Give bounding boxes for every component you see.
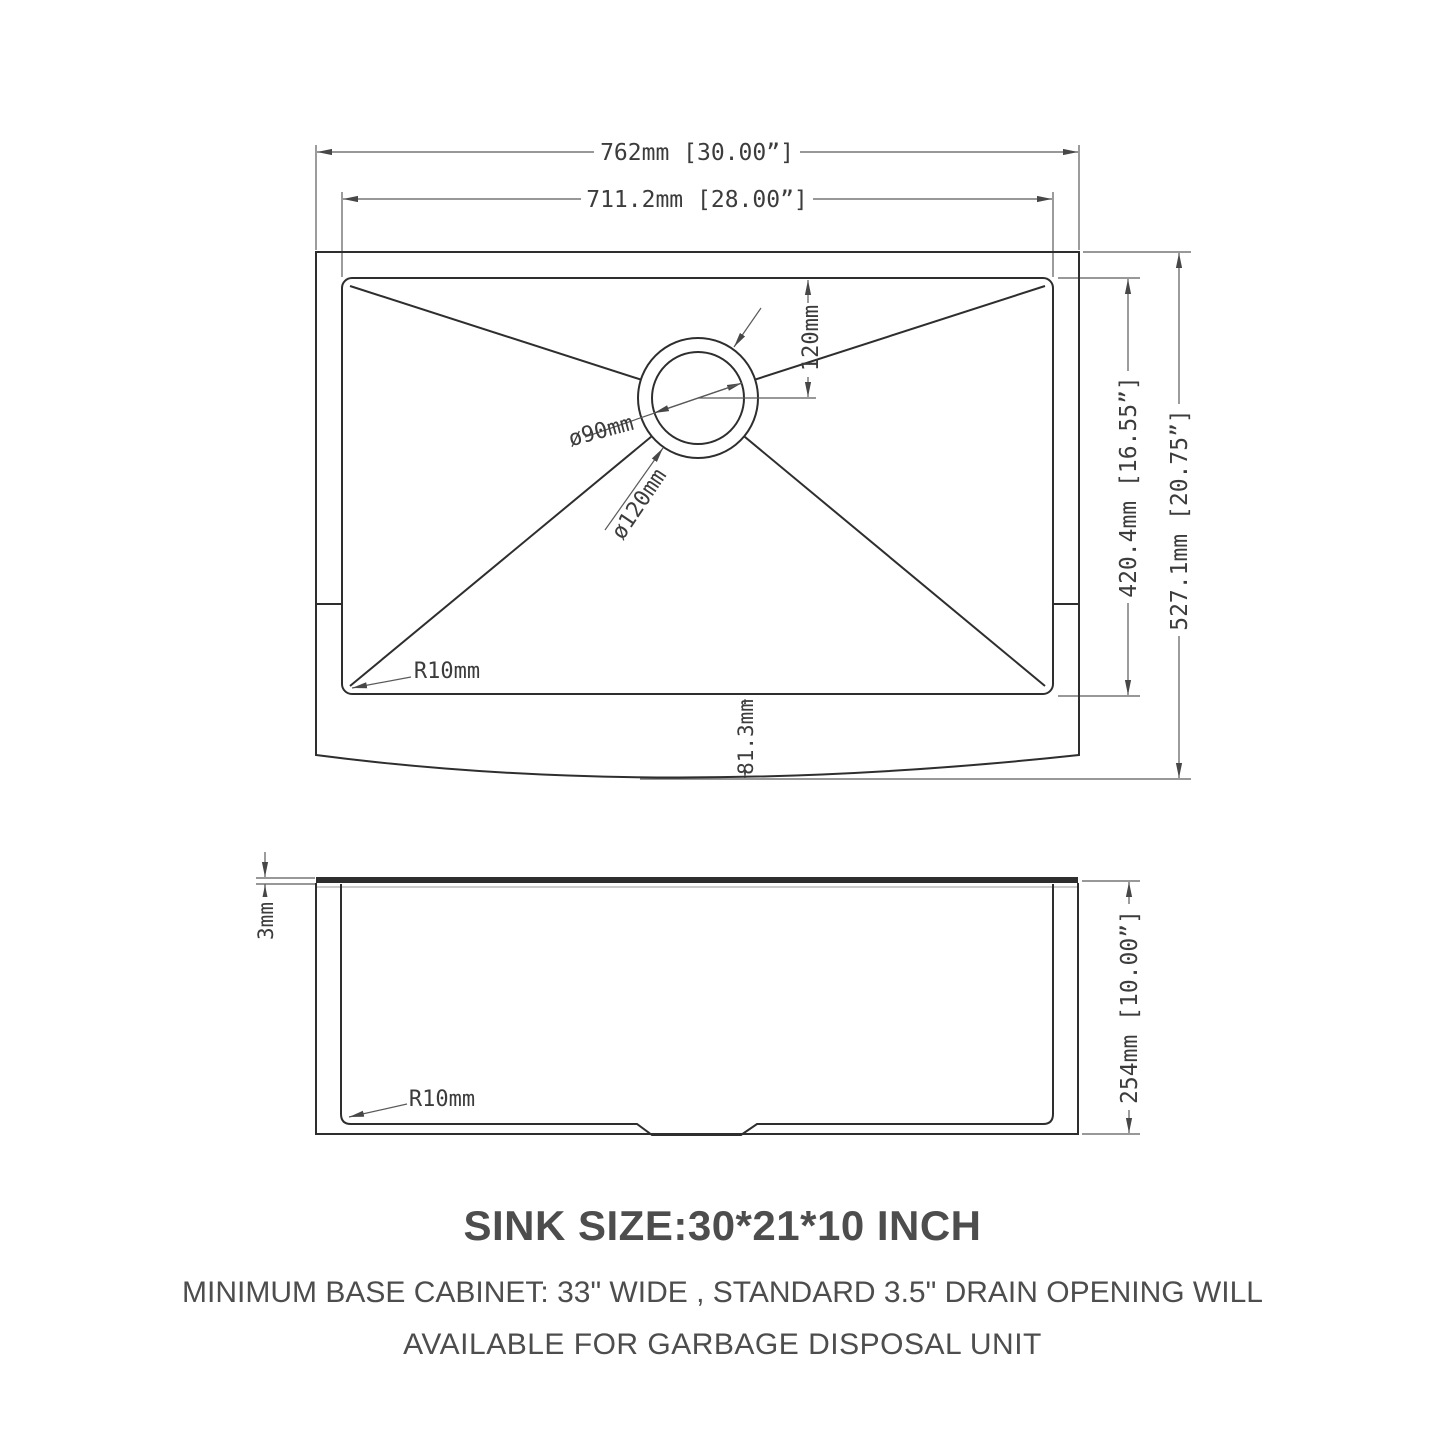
rim-top-bar: [316, 877, 1078, 883]
inner-depth-dim: [1115, 371, 1142, 603]
drain-offset-dim: [799, 305, 824, 371]
outer-width-dim: [594, 139, 800, 166]
corner-radius-label-top: R10mm: [413, 659, 481, 684]
apron-width-label: 81.3mm: [734, 699, 758, 775]
corner-radius-dim-side: [409, 1087, 475, 1112]
inner-width-label: 711.2mm [28.00”]: [586, 187, 808, 213]
extension-lines-side-view: [256, 878, 1140, 1134]
drain-inner-diameter-label: ø90mm: [565, 410, 637, 453]
corner-radius-label-side: R10mm: [408, 1087, 476, 1112]
corner-radius-dim-top: [414, 659, 480, 684]
corner-radius-leader-side: [349, 1104, 407, 1117]
drain-outer-diameter-dim: [607, 464, 672, 544]
outer-width-label: 762mm [30.00”]: [600, 140, 794, 166]
rim-thickness-label: 3mm: [254, 902, 278, 940]
sink-outer-outline: [316, 252, 1079, 778]
drain-inner-diameter-dim: [566, 411, 636, 452]
dimension-lines-side-view: [265, 852, 1129, 1133]
inner-width-dim: [581, 186, 813, 213]
rim-thickness-dim: [254, 897, 278, 945]
outer-depth-label: 527.1mm [20.75”]: [1167, 409, 1193, 631]
inner-depth-label: 420.4mm [16.55”]: [1116, 376, 1142, 598]
apron-width-dim: [734, 699, 758, 775]
drain-outer-diameter-label: ø120mm: [606, 464, 673, 545]
sink-size-title: SINK SIZE:30*21*10 INCH: [463, 1202, 982, 1249]
drain-offset-label: 120mm: [799, 304, 824, 372]
bowl-height-label: 254mm [10.00”]: [1117, 910, 1143, 1104]
top-view: [316, 139, 1193, 779]
outer-depth-dim: [1166, 404, 1193, 636]
side-view: [254, 852, 1143, 1135]
cabinet-note-line1: MINIMUM BASE CABINET: 33" WIDE , STANDARD 3.5" DRAIN OPENING WILL: [182, 1276, 1263, 1309]
cabinet-note-line2: AVAILABLE FOR GARBAGE DISPOSAL UNIT: [403, 1328, 1042, 1361]
dimension-lines-top-view: [317, 152, 1179, 778]
bowl-height-dim: [1116, 904, 1143, 1110]
corner-radius-leader: [352, 677, 411, 688]
